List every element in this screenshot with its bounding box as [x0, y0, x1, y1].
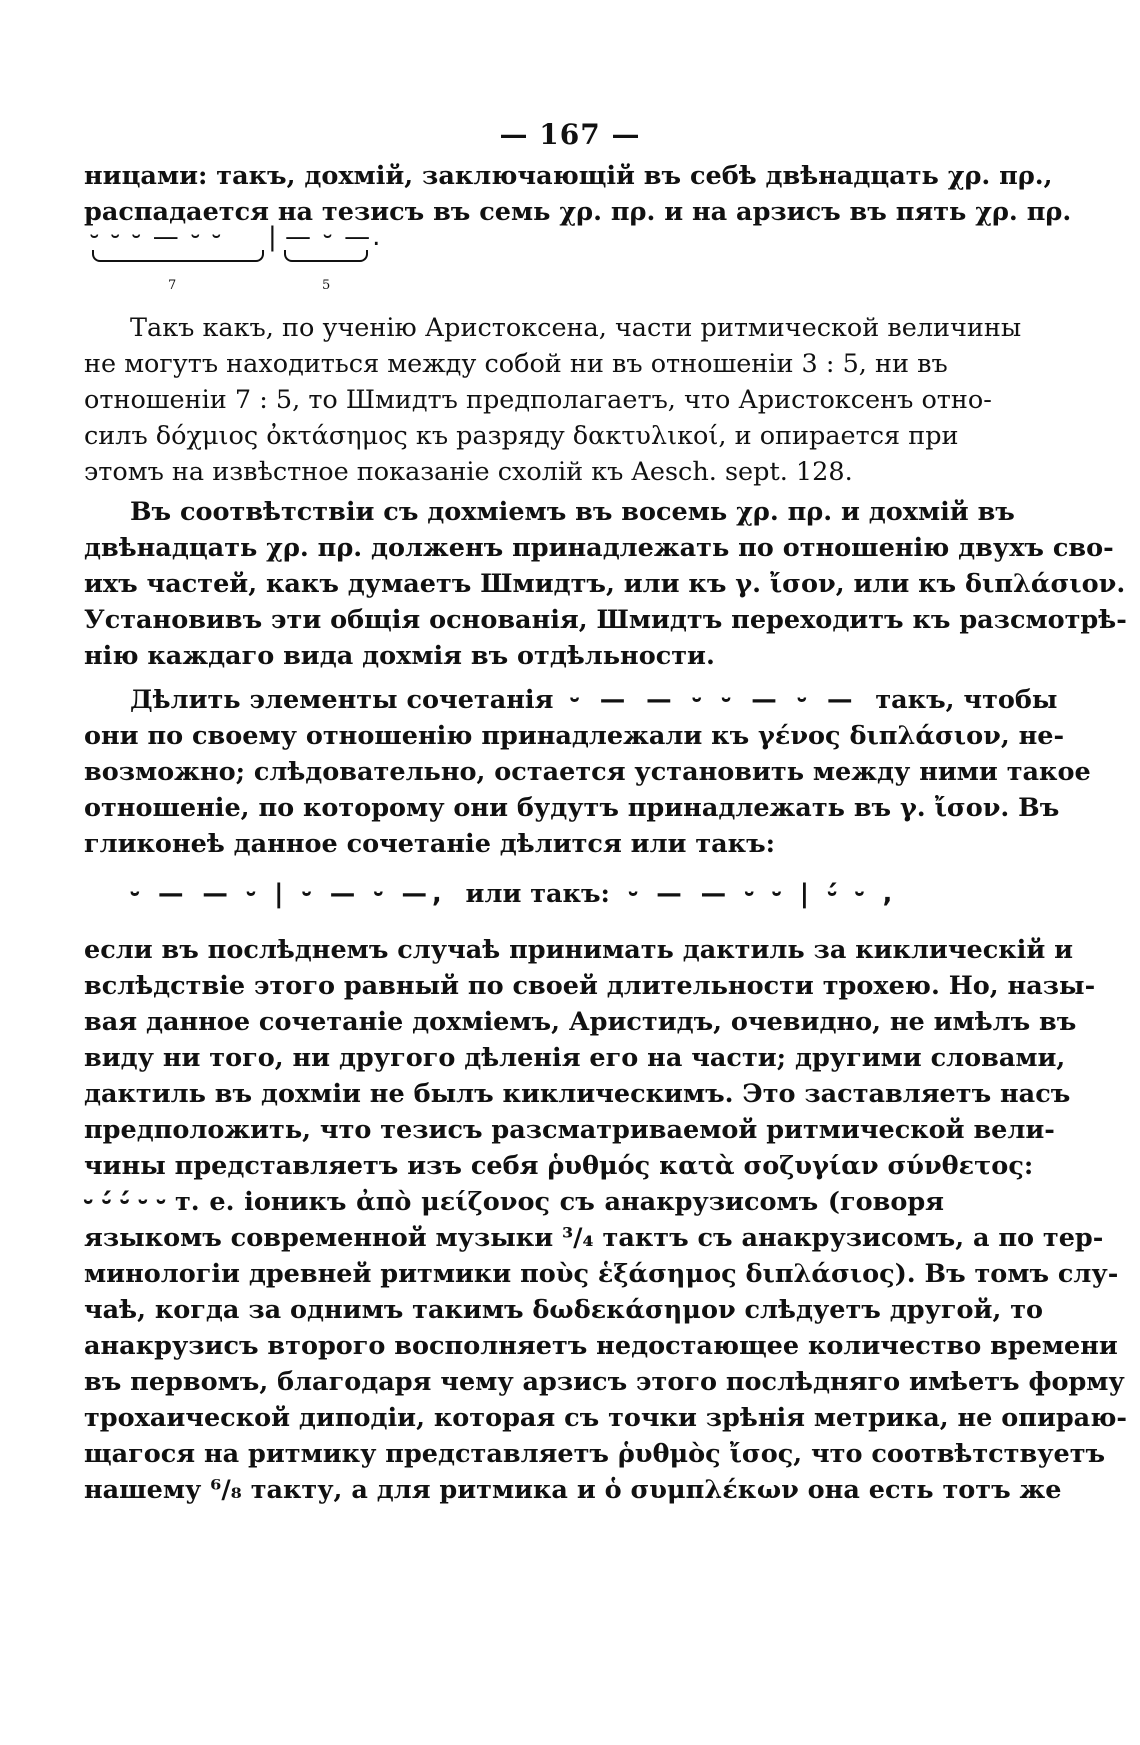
text-line: вслѣдствіе этого равный по своей длительности трохею. Но, назы-	[84, 971, 1096, 1001]
text-line: Установивъ эти общія основанія, Шмидтъ переходитъ къ разсмотрѣ-	[84, 605, 1127, 635]
scheme-brace-right	[284, 250, 368, 262]
scheme2-connector: или такъ:	[465, 879, 610, 909]
text-line: анакрузисъ второго восполняетъ недостающее количество времени	[84, 1331, 1118, 1361]
para3-prefix: Дѣлить элементы сочетанія	[130, 685, 554, 715]
text-line: вая данное сочетаніе дохміемъ, Аристидъ, очевидно, не имѣлъ въ	[84, 1007, 1077, 1037]
text-line: дактиль въ дохміи не былъ киклическимъ. Это заставляетъ насъ	[84, 1079, 1071, 1109]
text-line: ихъ частей, какъ думаетъ Шмидтъ, или къ γ. ἴσον, или къ διπλάσιον.	[84, 569, 1126, 599]
text-line: двѣнадцать χρ. πρ. долженъ принадлежать по отношенію двухъ сво-	[84, 533, 1114, 563]
text-line: въ первомъ, благодаря чему арзисъ этого послѣдняго имѣетъ форму	[84, 1367, 1125, 1397]
text-line: ницами: такъ, дохмій, заключающій въ себѣ двѣнадцать χρ. πρ.,	[84, 161, 1053, 191]
text-line: Въ соотвѣтствіи съ дохміемъ въ восемь χρ. πρ. и дохмій въ	[130, 497, 1015, 527]
text-line: виду ни того, ни другого дѣленія его на части; другими словами,	[84, 1043, 1066, 1073]
text-line: отношеніи 7 : 5, то Шмидтъ предполагаетъ, что Аристоксенъ отно-	[84, 385, 992, 415]
page-number: — 167 —	[499, 118, 641, 151]
metrical-scheme-2	[84, 876, 944, 912]
scheme-label-right: 5	[322, 278, 331, 293]
para3-scheme: ⏑ — — ⏑ ⏑ — ⏑ —	[570, 685, 859, 715]
text-line: возможно; слѣдовательно, остается установить между ними такое	[84, 757, 1091, 787]
text-line: трохаической диподіи, которая съ точки зрѣнія метрика, не опираю-	[84, 1403, 1127, 1433]
text-line: минологіи древней ритмики ποὺς ἑξάσημος διπλάσιος). Въ томъ слу-	[84, 1259, 1119, 1289]
para3-suffix: такъ, чтобы	[875, 685, 1058, 715]
scheme2-part-b: ⏑ — — ⏑ ⏑ | ⏑́ ⏑ ,	[628, 879, 898, 909]
text-line: они по своему отношенію принадлежали къ γένος διπλάσιον, не-	[84, 721, 1065, 751]
text-line	[130, 682, 1058, 718]
scheme-brace-left	[92, 250, 264, 262]
metrical-scheme-right: — ⏑ —.	[285, 222, 383, 252]
text-line: нію каждаго вида дохмія въ отдѣльности.	[84, 641, 715, 671]
text-line: щагося на ритмику представляетъ ῥυθμὸς ἴσος, что соотвѣтствуетъ	[84, 1439, 1106, 1469]
text-line: языкомъ современной музыки ³/₄ тактъ съ анакрузисомъ, а по тер-	[84, 1223, 1104, 1253]
metrical-separator: |	[268, 222, 279, 252]
text-line: Такъ какъ, по ученію Аристоксена, части ритмической величины	[130, 313, 1022, 343]
text-line: распадается на тезисъ въ семь χρ. πρ. и на арзисъ въ пять χρ. πρ.	[84, 197, 1072, 227]
text-line: гликонеѣ данное сочетаніе дѣлится или такъ:	[84, 829, 776, 859]
metrical-scheme-left: ⏑ ⏑ ⏑ — ⏑ ⏑	[90, 222, 223, 252]
scheme-label-left: 7	[168, 278, 177, 293]
text-line: предположить, что тезисъ разсматриваемой ритмической вели-	[84, 1115, 1055, 1145]
text-line: чины представляетъ изъ себя ῥυθμός κατὰ σοζυγίαν σύνθετος:	[84, 1151, 1034, 1181]
text-line: нашему ⁶/₈ такту, а для ритмика и ὁ συμπλέκων она есть тотъ же	[84, 1475, 1062, 1505]
scheme2-part-a: ⏑ — — ⏑ | ⏑ — ⏑ —,	[130, 879, 447, 909]
text-line: силъ δόχμιος ὀκτάσημος къ разряду δακτυλικοί, и опирается при	[84, 421, 959, 451]
text-line: отношеніе, по которому они будутъ принадлежать въ γ. ἴσον. Въ	[84, 793, 1060, 823]
text-line: этомъ на извѣстное показаніе схолій къ Aesch. sept. 128.	[84, 457, 853, 487]
text-line: если въ послѣднемъ случаѣ принимать дактиль за киклическій и	[84, 935, 1074, 965]
text-line: не могутъ находиться между собой ни въ отношеніи 3 : 5, ни въ	[84, 349, 948, 379]
text-line: чаѣ, когда за однимъ такимъ δωδεκάσημον слѣдуетъ другой, то	[84, 1295, 1044, 1325]
text-line: ⏑ ⏑́ ⏑́ ⏑ ⏑ т. е. іоникъ ἀπὸ μείζονος съ анакрузисомъ (говоря	[84, 1187, 944, 1217]
